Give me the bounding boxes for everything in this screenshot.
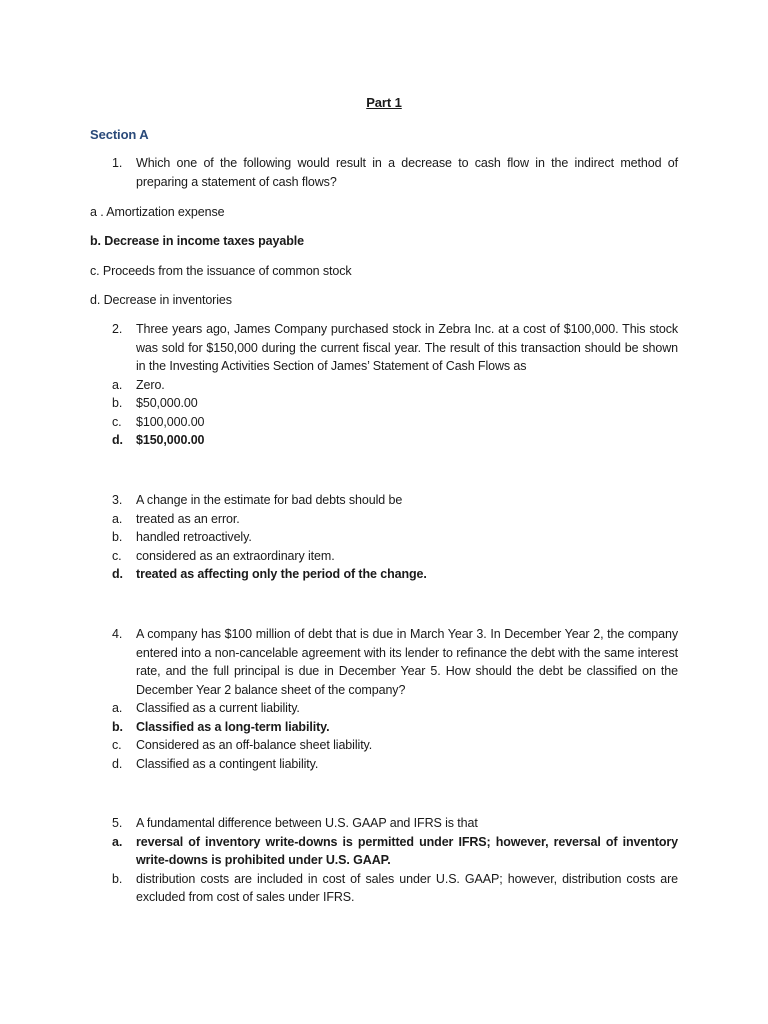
question-number: 3.: [112, 493, 123, 507]
question-text: A fundamental difference between U.S. GAAP and IFRS is that: [136, 816, 478, 830]
section-title: Section A: [90, 127, 149, 142]
question-1: [90, 154, 678, 191]
question-4: [90, 625, 678, 773]
part-title: Part 1: [366, 95, 402, 110]
answer-option-selected: d. $150,000.00: [112, 433, 205, 447]
answer-option: d. Decrease in inventories: [90, 293, 232, 307]
answer-option: a. Zero.: [112, 377, 165, 392]
question-text: A change in the estimate for bad debts should be: [136, 493, 403, 507]
question-text: A company has $100 million of debt that is due in March Year 3. In December Year 2, the company entered into a non-cancelable agreement with its lender to refinance the debt with the same interest rate, and the full principal is due in December Year 5. How should the debt be classified on the December Year 2 balance sheet of the company?: [136, 627, 678, 697]
question-text: Three years ago, James Company purchased stock in Zebra Inc. at a cost of $100,000. This stock was sold for $150,000 during the current fiscal year. The result of this transaction should be shown in the Investing Activities Section of James’ Statement of Cash Flows as: [136, 322, 678, 373]
question-2: [90, 320, 678, 450]
answer-option: c. considered as an extraordinary item.: [112, 548, 335, 563]
question-number: 2.: [112, 322, 123, 336]
answer-option: a. treated as an error.: [112, 511, 240, 526]
answer-option: d. Classified as a contingent liability.: [112, 756, 319, 771]
question-text: Which one of the following would result in a decrease to cash flow in the indirect method of preparing a statement of cash flows?: [136, 156, 678, 189]
answer-option-selected: b. Decrease in income taxes payable: [90, 234, 304, 248]
answer-option-selected: a. reversal of inventory write-downs is permitted under IFRS; however, reversal of inventory write-downs is prohibited under U.S. GAAP.: [112, 834, 678, 867]
answer-option-selected: b. Classified as a long-term liability.: [112, 719, 330, 734]
answer-option: c. Proceeds from the issuance of common stock: [90, 264, 352, 278]
answer-option: c. Considered as an off-balance sheet liability.: [112, 738, 373, 752]
answer-option: a . Amortization expense: [90, 205, 225, 219]
question-number: 4.: [112, 627, 123, 641]
question-number: 1.: [112, 156, 123, 170]
answer-option: b. $50,000.00: [112, 396, 198, 410]
question-number: 5.: [112, 816, 123, 830]
question-5: [90, 814, 678, 907]
answer-option-selected: d. treated as affecting only the period of the change.: [112, 567, 427, 581]
answer-option: a. Classified as a current liability.: [112, 701, 300, 715]
answer-option: b. distribution costs are included in cost of sales under U.S. GAAP; however, distribution costs are excluded from cost of sales under IFRS.: [112, 871, 678, 904]
answer-option: b. handled retroactively.: [112, 530, 252, 544]
answer-option: c. $100,000.00: [112, 414, 205, 429]
question-3: [90, 491, 678, 584]
